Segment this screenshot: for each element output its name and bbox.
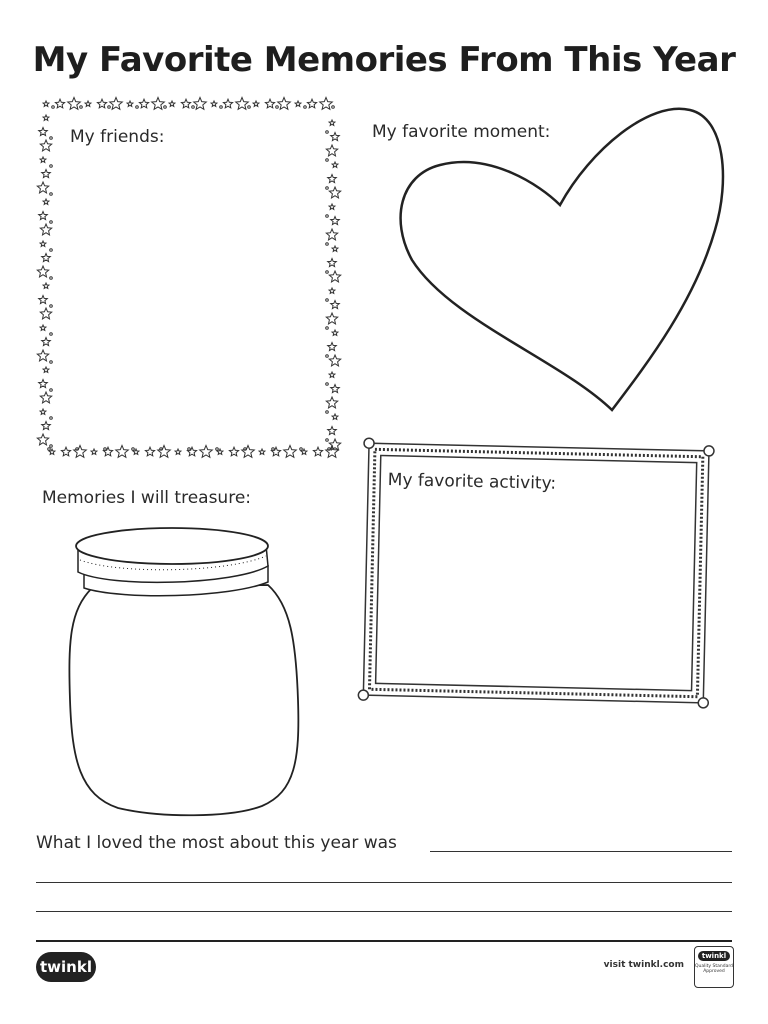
dot-decoration bbox=[244, 448, 247, 451]
star-decoration bbox=[329, 120, 335, 125]
star-decoration bbox=[194, 97, 207, 109]
star-decoration bbox=[259, 449, 265, 454]
dot-decoration bbox=[48, 448, 51, 451]
dot-decoration bbox=[52, 106, 55, 109]
dot-decoration bbox=[326, 439, 329, 442]
star-decoration bbox=[329, 372, 335, 377]
star-decoration bbox=[116, 445, 129, 457]
dot-decoration bbox=[132, 448, 135, 451]
star-decoration bbox=[265, 99, 274, 108]
star-decoration bbox=[85, 101, 91, 106]
dot-decoration bbox=[216, 448, 219, 451]
star-decoration bbox=[331, 301, 340, 309]
star-decoration bbox=[40, 157, 46, 162]
star-decoration bbox=[43, 367, 49, 372]
dot-decoration bbox=[326, 299, 329, 302]
friends-label: My friends: bbox=[70, 127, 165, 147]
star-decoration bbox=[236, 97, 249, 109]
star-decoration bbox=[43, 199, 49, 204]
dot-decoration bbox=[50, 361, 53, 364]
star-decoration bbox=[253, 101, 259, 106]
dot-decoration bbox=[220, 106, 223, 109]
heart-shape bbox=[401, 109, 723, 410]
star-decoration bbox=[40, 409, 46, 414]
prompt-text: What I loved the most about this year was bbox=[36, 833, 397, 853]
star-decoration bbox=[97, 99, 106, 108]
star-decoration bbox=[40, 140, 51, 151]
dot-decoration bbox=[50, 305, 53, 308]
star-decoration bbox=[242, 445, 255, 457]
visit-link[interactable]: visit twinkl.com bbox=[603, 960, 684, 970]
star-decoration bbox=[43, 101, 49, 106]
star-decoration bbox=[284, 445, 297, 457]
answer-line-1[interactable] bbox=[430, 851, 732, 852]
dot-decoration bbox=[326, 187, 329, 190]
star-decoration bbox=[307, 99, 316, 108]
dot-decoration bbox=[50, 165, 53, 168]
star-decoration bbox=[326, 397, 337, 408]
dot-decoration bbox=[50, 193, 53, 196]
dot-decoration bbox=[50, 221, 53, 224]
dot-decoration bbox=[50, 445, 53, 448]
star-decoration bbox=[37, 266, 48, 277]
dot-decoration bbox=[326, 355, 329, 358]
dot-decoration bbox=[326, 327, 329, 330]
dot-decoration bbox=[326, 271, 329, 274]
star-decoration bbox=[175, 449, 181, 454]
star-decoration bbox=[40, 392, 51, 403]
dot-decoration bbox=[192, 106, 195, 109]
star-decoration bbox=[139, 99, 148, 108]
star-decoration bbox=[326, 229, 337, 240]
star-decoration bbox=[37, 182, 48, 193]
dot-decoration bbox=[136, 106, 139, 109]
answer-line-3[interactable] bbox=[36, 911, 732, 912]
star-decoration bbox=[158, 445, 171, 457]
star-decoration bbox=[331, 385, 340, 393]
star-decoration bbox=[295, 101, 301, 106]
star-decoration bbox=[169, 101, 175, 106]
dot-decoration bbox=[328, 448, 331, 451]
star-decoration bbox=[331, 217, 340, 225]
star-decoration bbox=[331, 133, 340, 141]
dot-decoration bbox=[80, 106, 83, 109]
star-decoration bbox=[326, 145, 337, 156]
dot-decoration bbox=[304, 106, 307, 109]
star-decoration bbox=[328, 427, 337, 435]
dot-decoration bbox=[160, 448, 163, 451]
jar-illustration bbox=[69, 528, 298, 815]
quality-badge bbox=[694, 946, 734, 988]
answer-line-2[interactable] bbox=[36, 882, 732, 883]
star-decoration bbox=[329, 271, 340, 282]
moment-label: My favorite moment: bbox=[372, 122, 551, 142]
badge-brand: twinkl bbox=[698, 951, 730, 961]
star-decoration bbox=[313, 447, 322, 456]
star-decoration bbox=[332, 414, 338, 419]
star-decoration bbox=[200, 445, 213, 457]
star-decoration bbox=[329, 288, 335, 293]
dot-decoration bbox=[326, 383, 329, 386]
star-decoration bbox=[229, 447, 238, 456]
star-decoration bbox=[40, 325, 46, 330]
dot-decoration bbox=[50, 389, 53, 392]
star-decoration bbox=[332, 162, 338, 167]
star-decoration bbox=[332, 246, 338, 251]
dot-decoration bbox=[50, 333, 53, 336]
star-decoration bbox=[187, 447, 196, 456]
dot-decoration bbox=[332, 106, 335, 109]
dot-decoration bbox=[50, 249, 53, 252]
dot-decoration bbox=[326, 411, 329, 414]
dot-decoration bbox=[326, 243, 329, 246]
star-decoration bbox=[211, 101, 217, 106]
star-decoration bbox=[332, 330, 338, 335]
star-decoration bbox=[61, 447, 70, 456]
dot-decoration bbox=[326, 131, 329, 134]
star-decoration bbox=[42, 254, 51, 262]
star-decoration bbox=[39, 128, 48, 136]
star-decoration bbox=[40, 224, 51, 235]
star-decoration bbox=[39, 380, 48, 388]
star-decoration bbox=[43, 283, 49, 288]
star-decoration bbox=[320, 97, 333, 109]
star-decoration bbox=[39, 296, 48, 304]
twinkl-logo: twinkl bbox=[36, 952, 96, 982]
star-decoration bbox=[328, 175, 337, 183]
dot-decoration bbox=[164, 106, 167, 109]
star-decoration bbox=[223, 99, 232, 108]
star-decoration bbox=[42, 422, 51, 430]
dot-decoration bbox=[50, 417, 53, 420]
star-decoration bbox=[91, 449, 97, 454]
star-decoration bbox=[43, 115, 49, 120]
star-decoration bbox=[110, 97, 123, 109]
star-decoration bbox=[74, 445, 87, 457]
dot-decoration bbox=[50, 137, 53, 140]
star-decoration bbox=[181, 99, 190, 108]
star-decoration bbox=[329, 187, 340, 198]
star-decoration bbox=[68, 97, 81, 109]
star-decoration bbox=[103, 447, 112, 456]
dot-decoration bbox=[188, 448, 191, 451]
star-decoration bbox=[37, 350, 48, 361]
star-decoration bbox=[55, 99, 64, 108]
star-decoration bbox=[40, 241, 46, 246]
dot-decoration bbox=[104, 448, 107, 451]
dot-decoration bbox=[76, 448, 79, 451]
activity-label: My favorite activity: bbox=[387, 470, 557, 494]
footer-divider bbox=[36, 940, 732, 942]
star-decoration bbox=[42, 338, 51, 346]
star-decoration bbox=[145, 447, 154, 456]
treasure-label: Memories I will treasure: bbox=[42, 488, 252, 508]
star-decoration bbox=[37, 434, 48, 445]
star-decoration bbox=[328, 259, 337, 267]
dot-decoration bbox=[276, 106, 279, 109]
dot-decoration bbox=[326, 215, 329, 218]
star-decoration bbox=[40, 308, 51, 319]
star-decoration bbox=[329, 204, 335, 209]
stars-frame bbox=[37, 97, 340, 457]
page-title: My Favorite Memories From This Year bbox=[32, 40, 736, 80]
star-decoration bbox=[271, 447, 280, 456]
star-decoration bbox=[152, 97, 165, 109]
star-decoration bbox=[326, 313, 337, 324]
star-decoration bbox=[328, 343, 337, 351]
star-decoration bbox=[127, 101, 133, 106]
dot-decoration bbox=[272, 448, 275, 451]
dot-decoration bbox=[108, 106, 111, 109]
dot-decoration bbox=[248, 106, 251, 109]
dot-decoration bbox=[300, 448, 303, 451]
star-decoration bbox=[39, 212, 48, 220]
badge-text: Quality Standard Approved bbox=[695, 964, 733, 974]
star-decoration bbox=[329, 355, 340, 366]
star-decoration bbox=[278, 97, 291, 109]
star-decoration bbox=[42, 170, 51, 178]
dot-decoration bbox=[326, 159, 329, 162]
dot-decoration bbox=[50, 277, 53, 280]
